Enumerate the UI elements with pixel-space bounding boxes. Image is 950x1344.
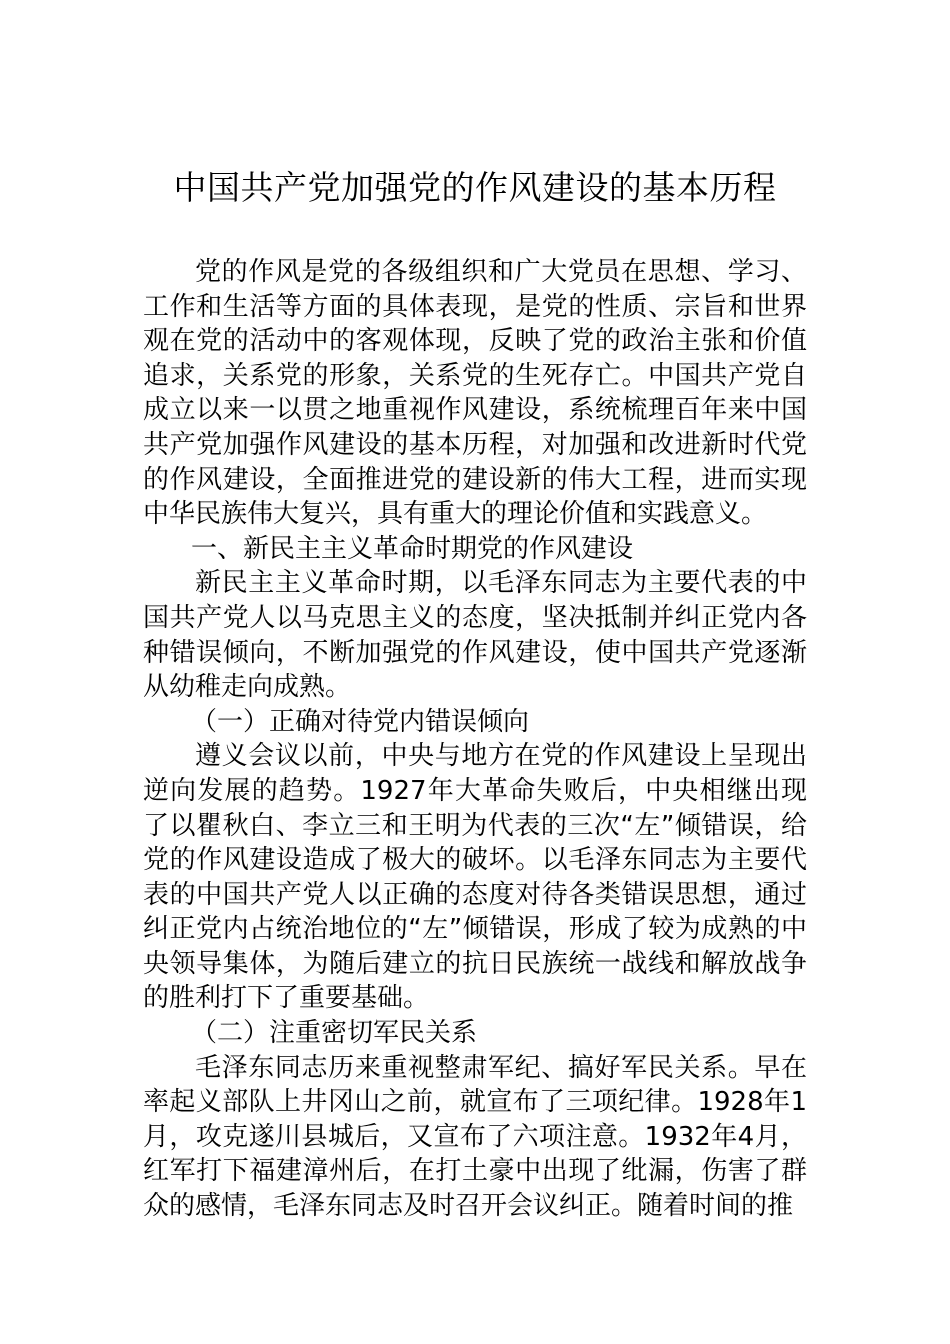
subsection-2-paragraph: 毛泽东同志历来重视整肃军纪、搞好军民关系。早在率起义部队上井冈山之前，就宣布了三项纪律。1928年1月，攻克遂川县城后，又宣布了六项注意。1932年4月，红军打下福建漳州后，在打土豪中出现了纰漏，伤害了群众的感情，毛泽东同志及时召开会议纠正。随着时间的推 [143,1052,807,1222]
intro-paragraph: 党的作风是党的各级组织和广大党员在思想、学习、工作和生活等方面的具体表现，是党的性质、宗旨和世界观在党的活动中的客观体现，反映了党的政治主张和价值追求，关系党的形象，关系党的生死存亡。中国共产党自成立以来一以贯之地重视作风建设，系统梳理百年来中国共产党加强作风建设的基本历程，对加强和改进新时代党的作风建设，全面推进党的建设新的伟大工程，进而实现中华民族伟大复兴，具有重大的理论价值和实践意义。 [143,257,807,530]
document-title: 中国共产党加强党的作风建设的基本历程 [173,168,777,207]
subsection-heading-1: （一）正确对待党内错误倾向 [191,706,530,737]
section-heading-1: 一、新民主主义革命时期党的作风建设 [191,533,634,564]
section-1-paragraph: 新民主主义革命时期，以毛泽东同志为主要代表的中国共产党人以马克思主义的态度，坚决抵制并纠正党内各种错误倾向，不断加强党的作风建设，使中国共产党逐渐从幼稚走向成熟。 [143,568,807,703]
document-body [143,255,807,1224]
subsection-heading-2: （二）注重密切军民关系 [191,1018,478,1049]
subsection-1-paragraph: 遵义会议以前，中央与地方在党的作风建设上呈现出逆向发展的趋势。1927年大革命失败后，中央相继出现了以瞿秋白、李立三和王明为代表的三次“左”倾错误，给党的作风建设造成了极大的破坏。以毛泽东同志为主要代表的中国共产党人以正确的态度对待各类错误思想，通过纠正党内占统治地位的“左”倾错误，形成了较为成熟的中央领导集体，为随后建立的抗日民族统一战线和解放战争的胜利打下了重要基础。 [143,741,807,1014]
